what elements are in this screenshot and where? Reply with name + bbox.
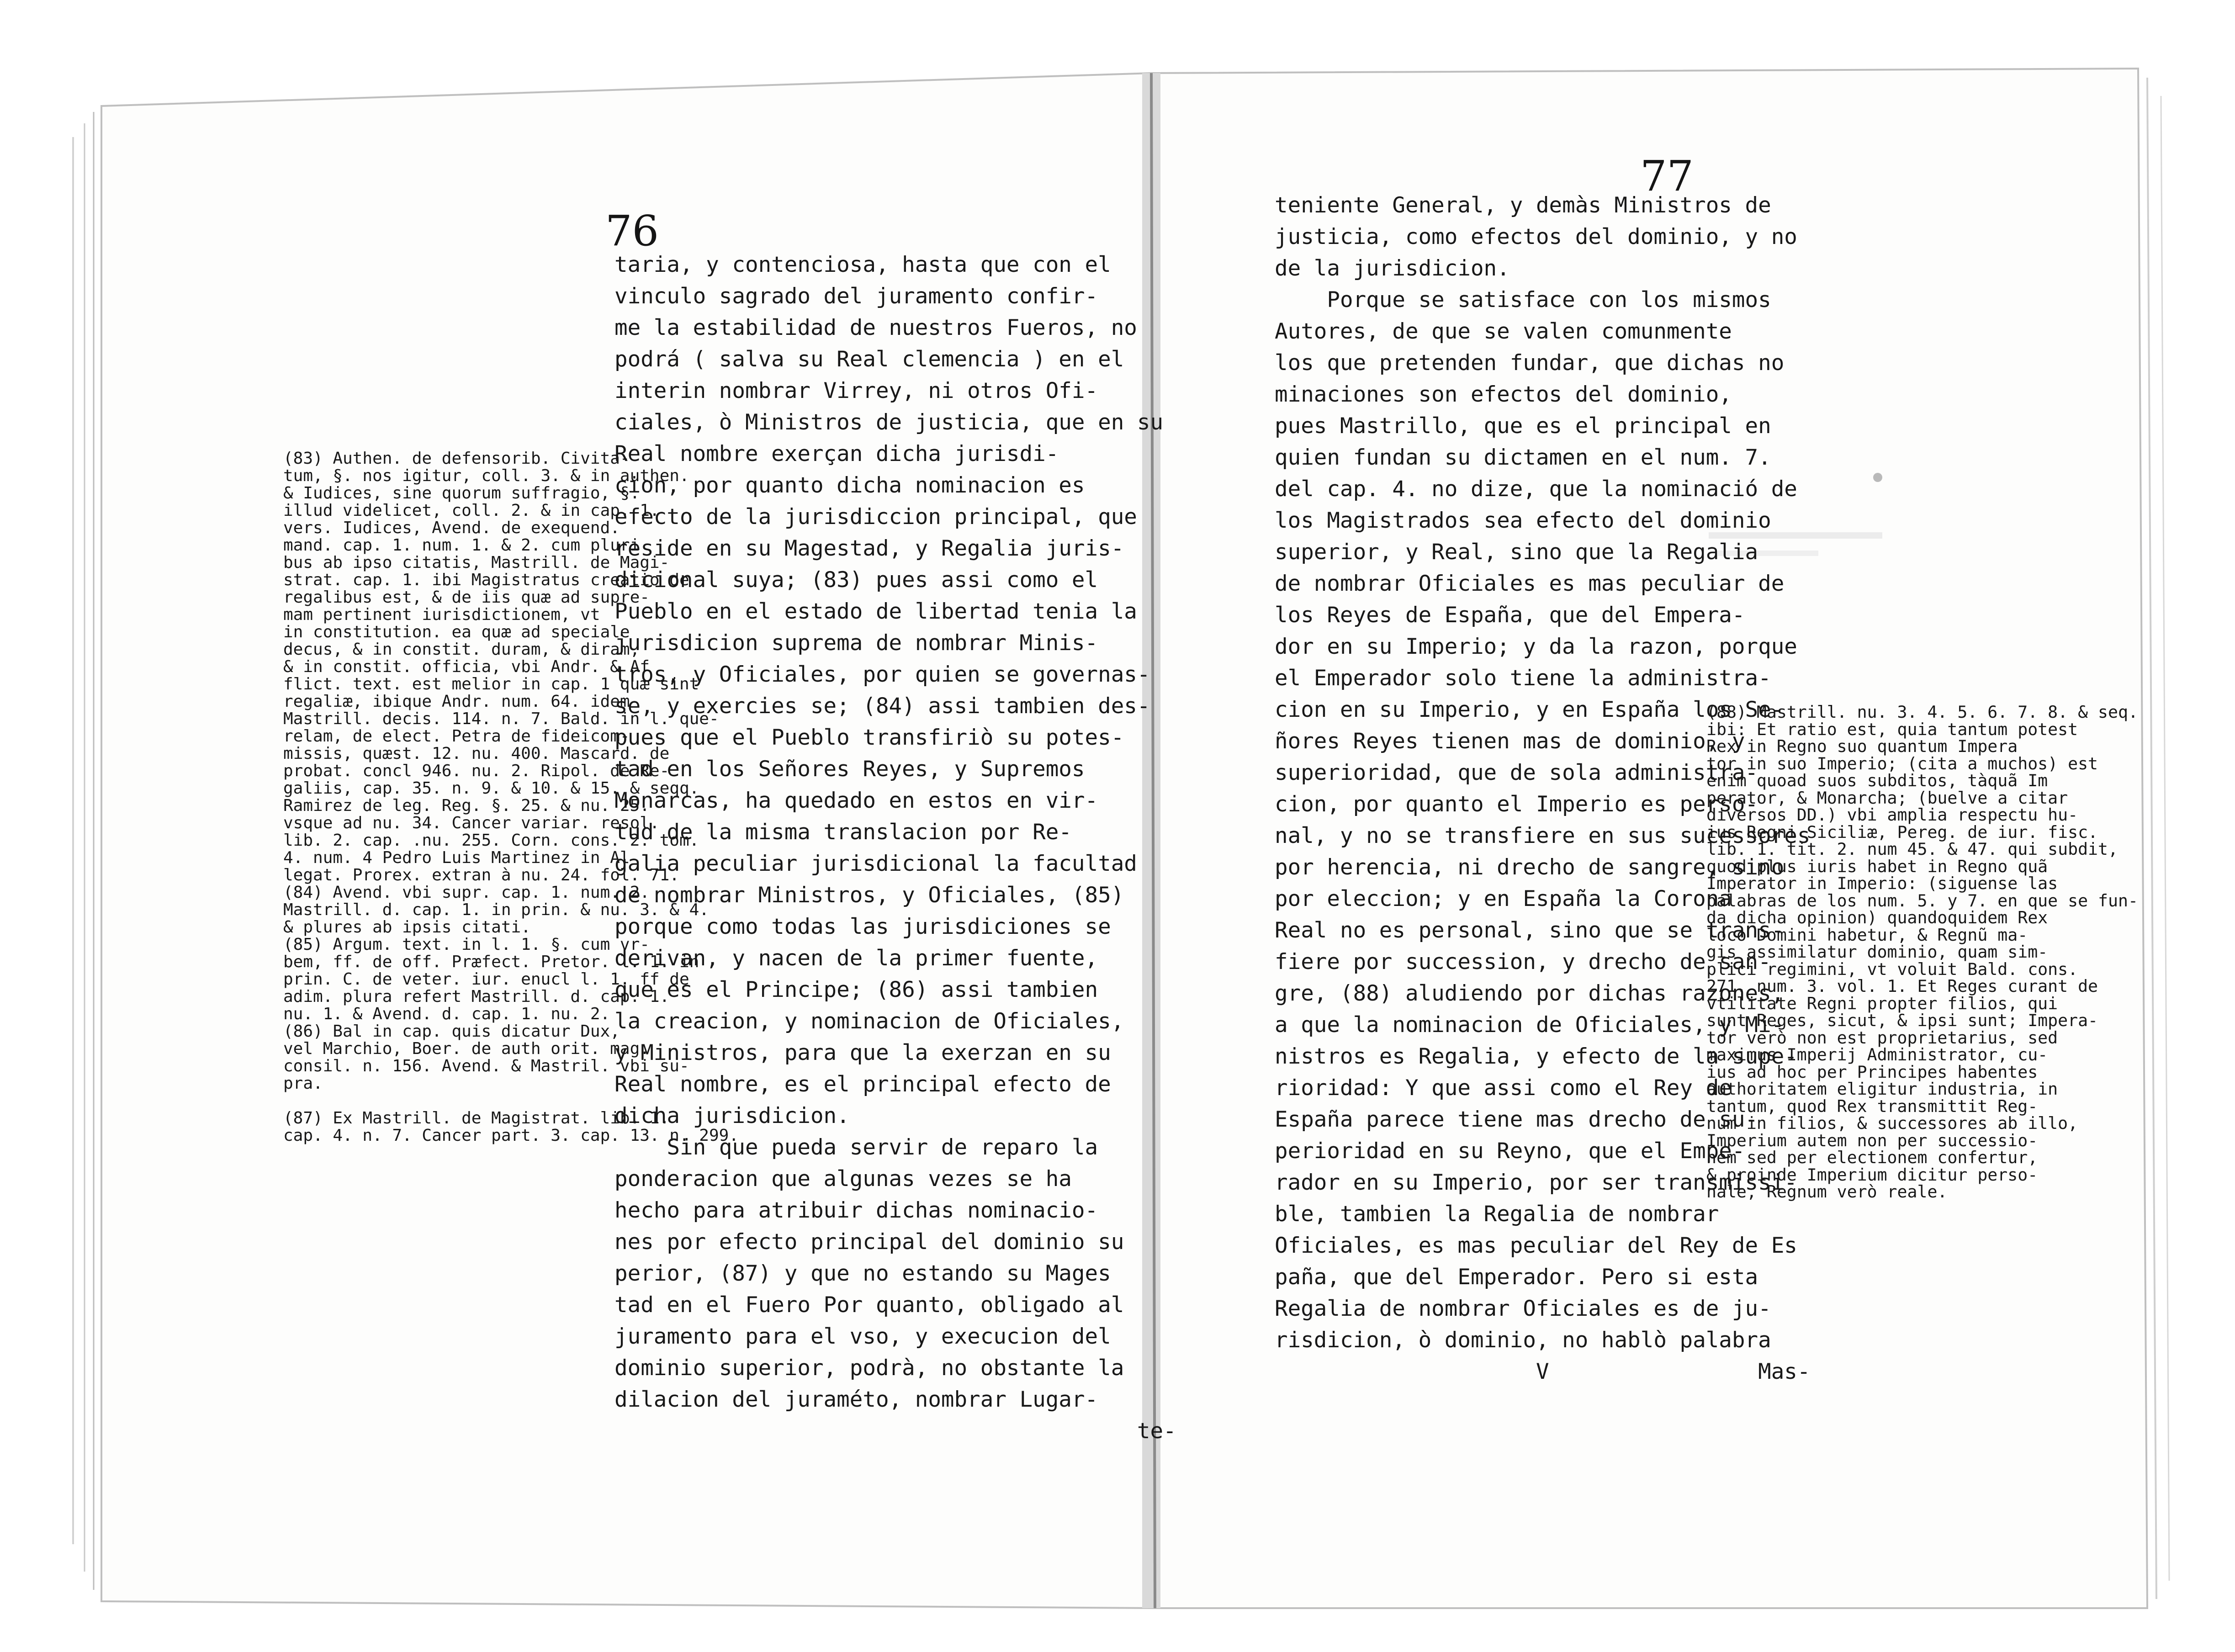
note-line: consil. n. 156. Avend. & Mastril. vbi su- [283,1057,689,1075]
text-line: cion, por quanto dicha nominacion es [614,473,1085,498]
text-line: los Magistrados sea efecto del dominio [1275,508,1771,533]
note-line: legat. Prorex. extran à nu. 24. fol. 71. [283,866,679,884]
note-line: lib. 2. cap. .nu. 255. Corn. cons. 2. tom. [283,831,699,850]
note-line: cap. 4. n. 7. Cancer part. 3. cap. 13. n. 299. [283,1126,739,1145]
note-line: flict. text. est melior in cap. 1 quæ sint [283,675,699,694]
note-line: bus ab ipso citatis, Mastrill. de Magi- [283,553,670,572]
note-line: tor verò non est proprietarius, sed [1706,1027,2058,1048]
note-line: (83) Authen. de defensorib. Civita- [283,449,630,468]
note-line: mam pertinent iurisdictionem, vt [283,605,600,624]
text-line: que es el Principe; (86) assi tambien [614,977,1098,1002]
note-line: bem, ff. de off. Præfect. Pretor. l. 1. in [283,953,699,971]
note-line: 271. num. 3. vol. 1. Et Reges curant de [1706,976,2098,996]
text-line: Regalia de nombrar Oficiales es de ju- [1275,1296,1771,1321]
text-line: interin nombrar Virrey, ni otros Ofi- [614,378,1098,403]
text-line: V Mas- [1275,1359,1811,1384]
text-line: y Ministros, para que la exerzan en su [614,1040,1111,1065]
note-line: prin. C. de veter. iur. enucl l. 1. ff de [283,970,689,989]
text-line: dor en su Imperio; y da la razon, porque [1275,634,1797,659]
text-line: juramento para el vso, y execucion del [614,1324,1111,1349]
text-line: tros, y Oficiales, por quien se governas- [614,662,1150,687]
text-line: los que pretenden fundar, que dichas no [1275,350,1785,376]
note-line: tor in suo Imperio; (cita a muchos) est [1706,753,2098,773]
note-line: (84) Avend. vbi supr. cap. 1. num. 2. [283,883,650,902]
note-line: ius ad hoc per Principes habentes [1706,1062,2038,1082]
text-line: España parece tiene mas drecho de su- [1275,1107,1758,1132]
note-line: lib. 1. tit. 2. num 45. & 47. qui subdit, [1706,839,2118,859]
text-line: dicha jurisdicion. [614,1103,850,1128]
text-line: risdicion, ò dominio, no hablò palabra [1275,1328,1771,1353]
text-line: el Emperador solo tiene la administra- [1275,666,1771,691]
note-line: Imperium autem non per successio- [1706,1130,2038,1150]
note-line: missis, quæst. 12. nu. 400. Mascard. de [283,744,670,763]
text-line: reside en su Magestad, y Regalia juris- [614,536,1124,561]
text-line: por eleccion; y en España la Corona [1275,886,1732,911]
text-line: efecto de la jurisdiccion principal, que [614,504,1137,529]
text-line: te- [614,1419,1176,1444]
note-line: quod plus iuris habet in Regno quã [1706,856,2048,876]
text-line: a que la nominacion de Oficiales, y Mi- [1275,1012,1785,1038]
text-line: nal, y no se transfiere en sus sucessores [1275,823,1811,848]
note-line: Mastrill. decis. 114. n. 7. Bald. in l. que- [283,710,719,728]
note-line: vers. Iudices, Avend. de exequend. [283,519,620,537]
note-line: loco Domini habetur, & Regnũ ma- [1706,925,2028,945]
note-line: Ramirez de leg. Reg. §. 25. & nu. 25. [283,796,650,815]
text-line: fiere por succession, y drecho de san- [1275,949,1771,974]
text-line: me la estabilidad de nuestros Fueros, no [614,315,1137,340]
note-line: probat. concl 946. nu. 2. Ripol. de Re- [283,762,670,780]
note-line: gis assimilatur dominio, quam sim- [1706,942,2048,962]
note-line: mand. cap. 1. num. 1. & 2. cum pluri [283,536,640,555]
text-line: pues que el Pueblo transfiriò su potes- [614,725,1124,750]
note-line: nu. 1. & Avend. d. cap. 1. nu. 2. [283,1005,610,1023]
text-line: Sin que pueda servir de reparo la [614,1135,1098,1160]
text-line: por herencia, ni drecho de sangre, sino [1275,855,1785,880]
text-line: Oficiales, es mas peculiar del Rey de Es [1275,1233,1797,1258]
note-line: nem sed per electionem confertur, [1706,1148,2038,1167]
text-line: de nombrar Oficiales es mas peculiar de [1275,571,1785,596]
note-line: vtilitate Regni propter filios, qui [1706,993,2058,1013]
note-line: num in filios, & successores ab illo, [1706,1113,2078,1133]
note-line: in constitution. ea quæ ad speciale [283,623,630,641]
text-line: minaciones son efectos del dominio, [1275,382,1732,407]
text-line: dicional suya; (83) pues assi como el [614,567,1098,593]
text-line: rioridad: Y que assi como el Rey de [1275,1075,1732,1101]
note-line: strat. cap. 1. ibi Magistratus creatio de [283,571,689,589]
text-line: los Reyes de España, que del Empera- [1275,603,1745,628]
note-line: (85) Argum. text. in l. 1. §. cum vr- [283,935,650,954]
note-line: & proinde Imperium dicitur perso- [1706,1165,2038,1185]
text-line: Pueblo en el estado de libertad tenia la [614,599,1137,624]
text-line: tad en el Fuero Por quanto, obligado al [614,1292,1124,1318]
note-line: regalibus est, & de iis quæ ad supre- [283,588,650,607]
note-line: tantum, quod Rex transmittit Reg- [1706,1096,2038,1116]
note-line: Rex in Regno suo quantum Impera [1706,736,2018,756]
text-line: tad en los Señores Reyes, y Supremos [614,757,1085,782]
text-line: vinculo sagrado del juramento confir- [614,284,1098,309]
text-line: porque como todas las jurisdiciones se [614,914,1111,939]
note-line: sunt Reges, sicut, & ipsi sunt; Impera- [1706,1011,2098,1030]
text-line: quien fundan su dictamen en el num. 7. [1275,445,1771,470]
text-line: Monarcas, ha quedado en estos en vir- [614,788,1098,813]
note-line: da dicha opinion) quandoquidem Rex [1706,908,2048,927]
note-line: relam, de elect. Petra de fideicom- [283,727,630,746]
page-number-right: 77 [1640,152,1694,201]
text-line: del cap. 4. no dize, que la nominació de [1275,477,1797,502]
note-line: palabras de los num. 5. y 7. en que se fun- [1706,890,2138,911]
note-line: pra. [283,1074,323,1093]
text-line: Autores, de que se valen comunmente [1275,319,1732,344]
text-line: ble, tambien la Regalia de nombrar [1275,1202,1719,1227]
text-line: taria, y contenciosa, hasta que con el [614,252,1111,277]
text-line: justicia, como efectos del dominio, y no [1275,224,1797,249]
text-line: ñores Reyes tienen mas de dominio, y [1275,729,1745,754]
text-line: cion, por quanto el Imperio es perso- [1275,792,1758,817]
text-line: derivan, y nacen de la primer fuente, [614,946,1098,971]
page-number-left: 76 [605,206,659,255]
text-line: ciales, ò Ministros de justicia, que en su [614,410,1164,435]
note-line: illud videlicet, coll. 2. & in cap. 1. [283,501,660,520]
text-line: Real no es personal, sino que se trans- [1275,918,1785,943]
note-line: Imperator in Imperio: (siguense las [1706,874,2058,893]
text-line: jurisdicion suprema de nombrar Minis- [614,630,1098,656]
text-line: paña, que del Emperador. Pero si esta [1275,1265,1758,1290]
text-line: se, y exercies se; (84) assi tambien des- [614,694,1150,719]
note-line: vsque ad nu. 34. Cancer variar. resol. [283,814,660,832]
text-line: ponderacion que algunas vezes se ha [614,1166,1072,1191]
note-line: & plures ab ipsis citati. [283,918,531,937]
note-line: authoritatem eligitur industria, in [1706,1079,2058,1099]
note-line: 4. num. 4 Pedro Luis Martinez in Al [283,848,630,867]
text-line: teniente General, y demàs Ministros de [1275,193,1771,218]
text-line: pues Mastrillo, que es el principal en [1275,413,1771,439]
text-line: dilacion del juraméto, nombrar Lugar- [614,1387,1098,1412]
note-line: plici regimini, vt voluit Bald. cons. [1706,959,2078,979]
note-line: decus, & in constit. duram, & diram, [283,640,640,659]
note-line: enim quoad suos subditos, tàquã Im [1706,771,2048,790]
note-line: nale, Regnum verò reale. [1706,1182,1948,1202]
text-line: superioridad, que de sola administra- [1275,760,1758,785]
note-line: (86) Bal in cap. quis dicatur Dux, [283,1022,620,1041]
text-line: galia peculiar jurisdicional la facultad [614,851,1137,876]
text-line: podrá ( salva su Real clemencia ) en el [614,347,1124,372]
note-line: galiis, cap. 35. n. 9. & 10. & 15. & seqq. [283,779,699,798]
note-line: regaliæ, ibique Andr. num. 64. idem [283,692,630,711]
note-line: Mastrill. d. cap. 1. in prin. & nu. 3. & 4. [283,900,709,919]
text-line: rador en su Imperio, por ser transmissi- [1275,1170,1797,1195]
text-line: nes por efecto principal del dominio su [614,1229,1124,1255]
text-line: hecho para atribuir dichas nominacio- [614,1198,1098,1223]
text-line: Porque se satisface con los mismos [1275,287,1771,312]
note-line: vel Marchio, Boer. de auth orit. mag. [283,1039,650,1058]
text-line: de la jurisdicion. [1275,256,1510,281]
note-line: ibi: Et ratio est, quia tantum potest [1706,719,2078,739]
text-line: cion en su Imperio, y en España los Se- [1275,697,1785,722]
note-line: & in constit. officia, vbi Andr. & Af [283,657,650,676]
text-line: gre, (88) aludiendo por dichas razones, [1275,981,1785,1006]
note-line: (87) Ex Mastrill. de Magistrat. lib. 1. [283,1109,670,1128]
text-line: superior, y Real, sino que la Regalia [1275,540,1758,565]
note-line: (88) Mastrill. nu. 3. 4. 5. 6. 7. 8. & seq. [1706,702,2138,722]
note-line: diversos DD.) vbi amplia respectu hu- [1706,805,2078,825]
left-marginal-notes [283,450,739,1144]
note-line: & Iudices, sine quorum suffragio, §. [283,484,640,503]
text-line: tud de la misma translacion por Re- [614,820,1072,845]
note-line: maximus Imperij Administrator, cu- [1706,1045,2048,1064]
text-line: perior, (87) y que no estando su Mages [614,1261,1111,1286]
text-line: la creacion, y nominacion de Oficiales, [614,1009,1124,1034]
text-line: de nombrar Ministros, y Oficiales, (85) [614,883,1124,908]
text-line: perioridad en su Reyno, que el Empe- [1275,1138,1745,1164]
note-line: adim. plura refert Mastrill. d. cap. 1. [283,987,670,1006]
note-line: tum, §. nos igitur, coll. 3. & in authen. [283,466,689,485]
text-line: dominio superior, podrà, no obstante la [614,1355,1124,1381]
note-line: perator, & Monarcha; (buelve a citar [1706,788,2068,808]
text-line: nistros es Regalia, y efecto de la supe- [1275,1044,1797,1069]
right-marginal-notes [1706,704,2138,1201]
text-line: Real nombre exerçan dicha jurisdi- [614,441,1059,466]
text-line: Real nombre, es el principal efecto de [614,1072,1111,1097]
note-line: ius Regni Siciliæ, Pereg. de iur. fisc. [1706,822,2098,842]
